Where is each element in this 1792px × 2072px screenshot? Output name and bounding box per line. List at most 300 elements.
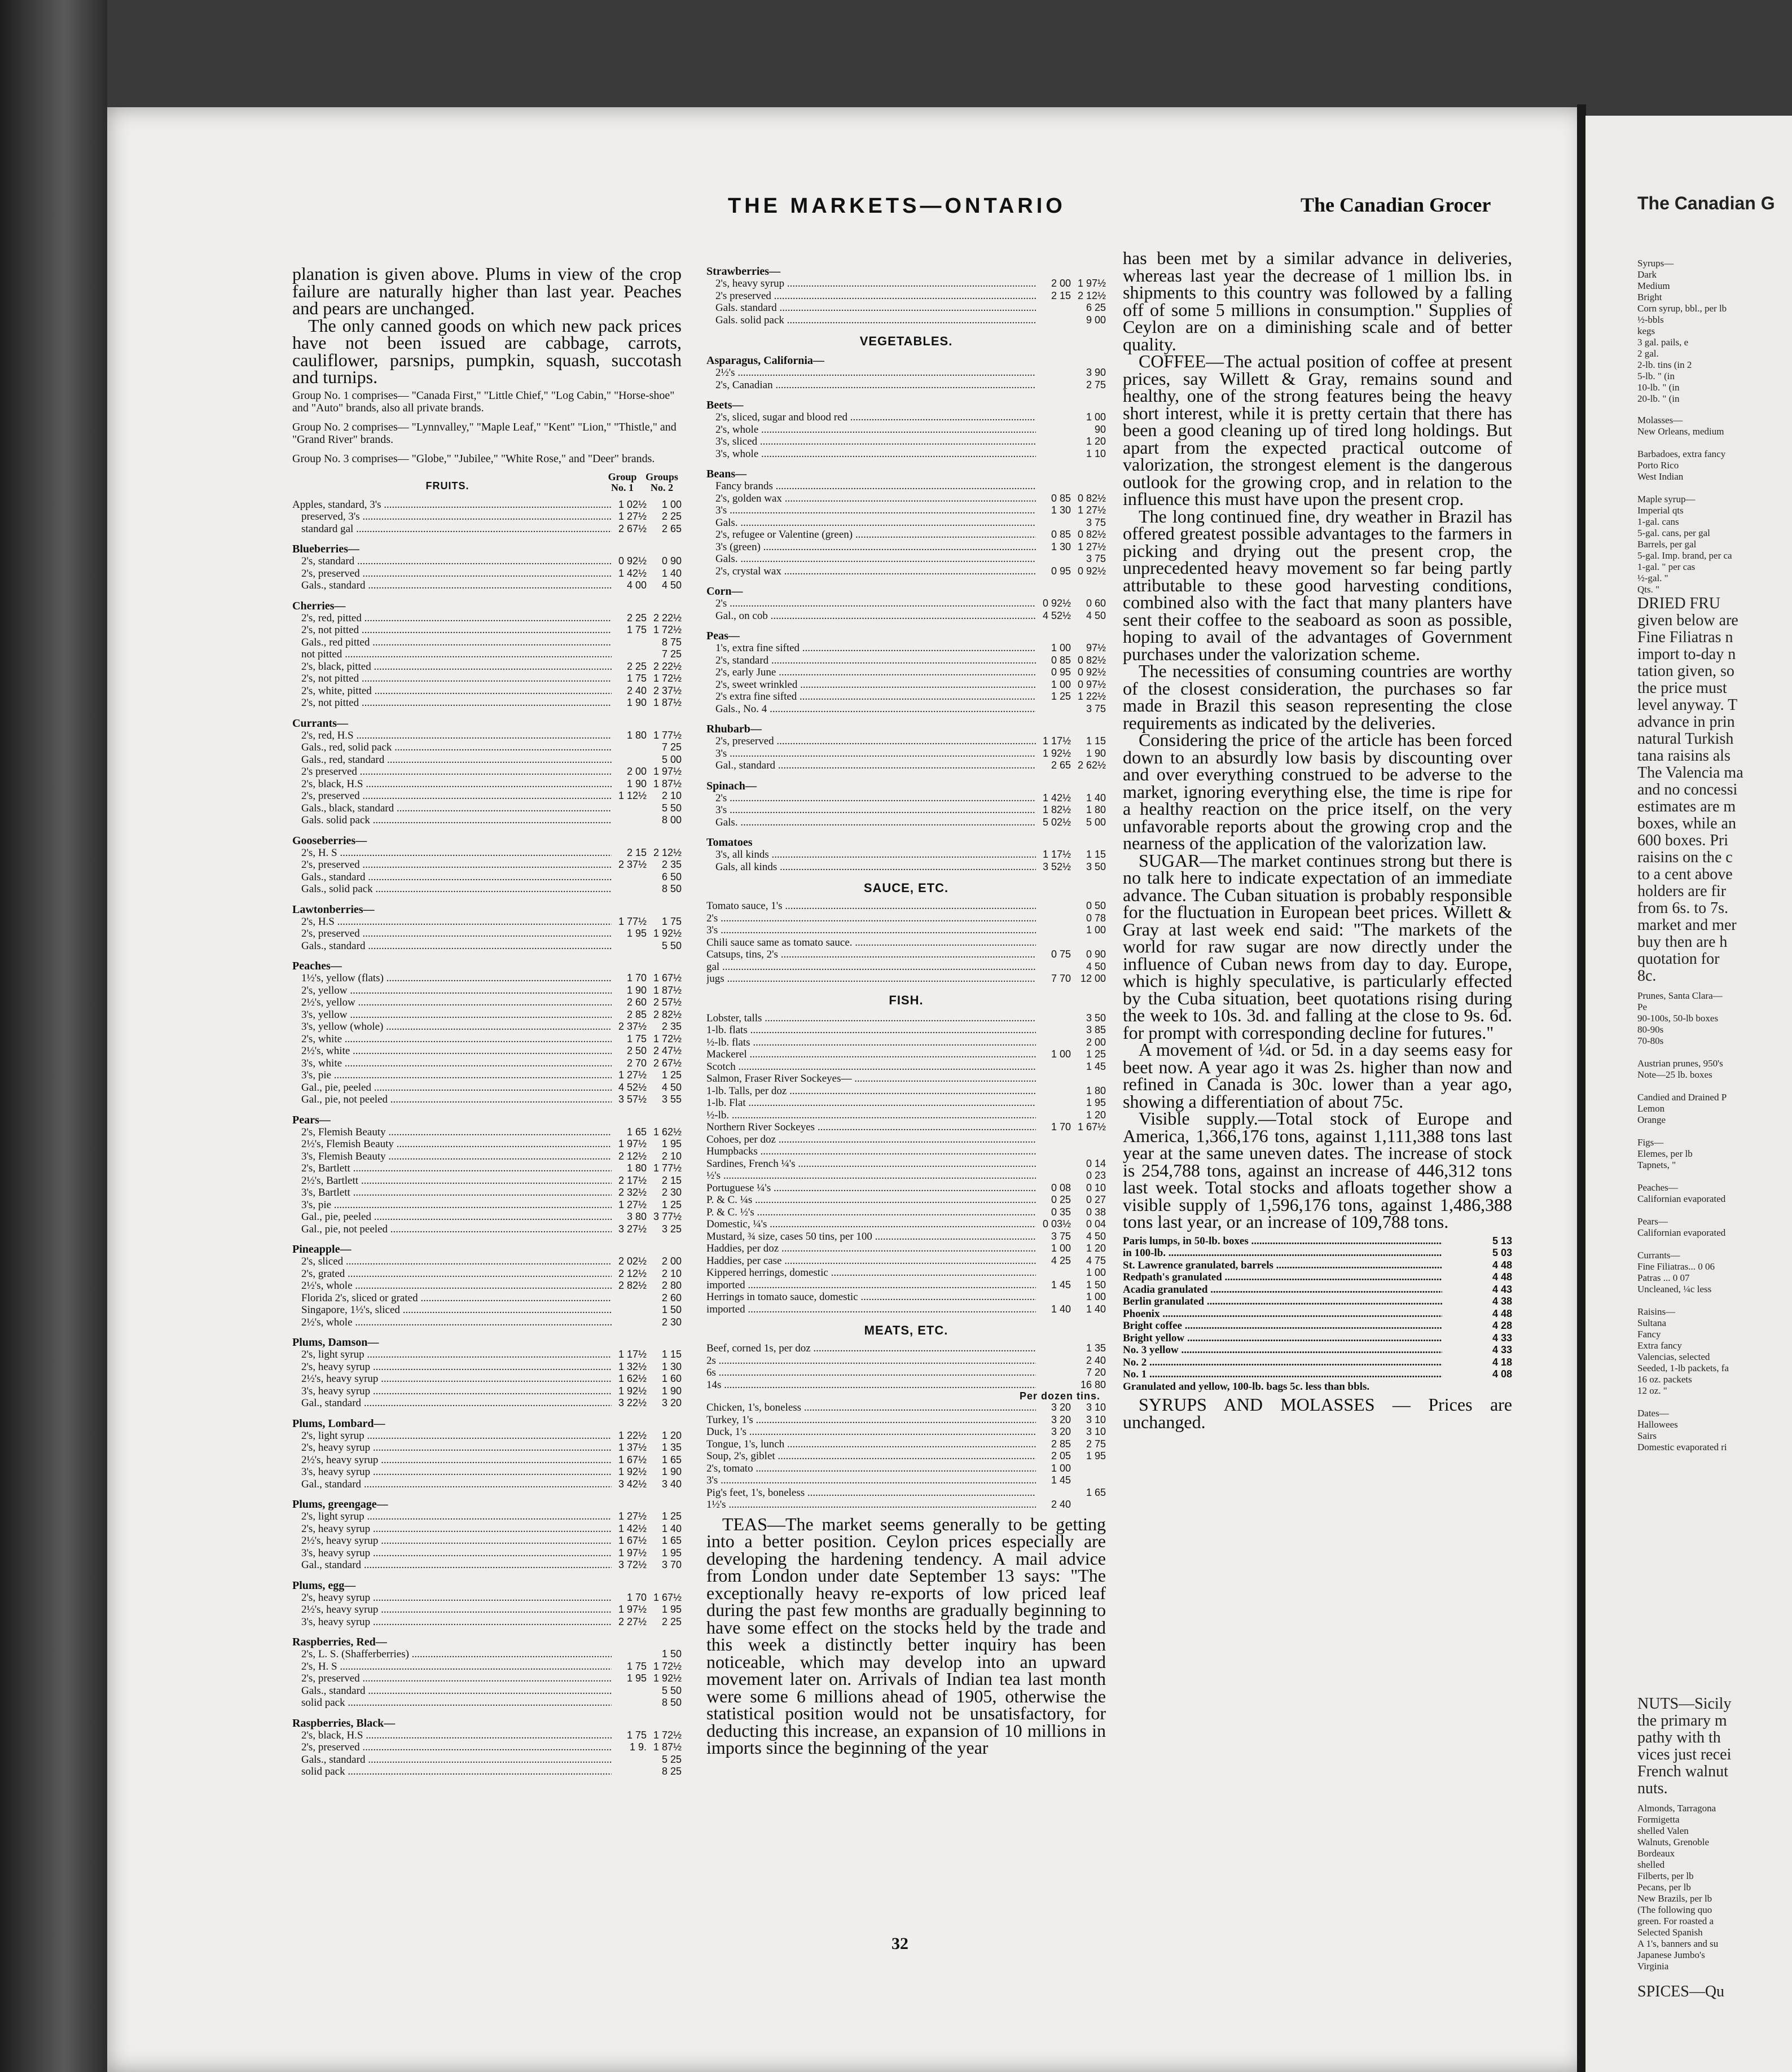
price-col-2: 2 65 xyxy=(661,523,682,534)
price-col-1: 2 50 xyxy=(626,1045,647,1056)
meats-title: MEATS, ETC. xyxy=(864,1323,948,1337)
next-page-line: NUTS—Sicily xyxy=(1637,1695,1732,1713)
price-row xyxy=(706,735,1106,748)
price-col-1: 1 27½ xyxy=(618,511,647,522)
item-label: 2's, standard ..... xyxy=(292,555,612,568)
price-col-2: 3 75 xyxy=(1086,516,1106,528)
price-row xyxy=(706,504,1106,517)
next-page-line xyxy=(1637,437,1732,449)
price-col-1: 2 40 xyxy=(1051,1499,1071,1510)
next-page-line: Raisins— xyxy=(1637,1306,1676,1317)
next-page-line: tana raisins als xyxy=(1637,747,1730,765)
item-label: 2's ..... xyxy=(706,912,1036,925)
item-label: 1½'s, yellow (flats) ..... xyxy=(292,972,612,985)
price-col-2 xyxy=(1071,480,1106,493)
item-label: 14s ..... xyxy=(706,1379,1036,1391)
price-col-2: 1 22½ xyxy=(1077,691,1106,702)
price-row xyxy=(706,1231,1106,1243)
price-col-2: 0 82½ xyxy=(1077,529,1106,540)
item-label: Gal., standard ..... xyxy=(706,760,1036,772)
price-col-2: 1 72½ xyxy=(653,1033,682,1044)
price-col-2: 2 12½ xyxy=(653,846,682,858)
price-col-2: 0 14 xyxy=(1086,1157,1106,1169)
price-row xyxy=(292,1361,682,1373)
item-label: Scotch ..... xyxy=(706,1061,1036,1073)
price-col-1 xyxy=(1036,1291,1071,1303)
item-label: Gals., standard ..... xyxy=(292,580,612,592)
item-label: 2's, black, H.S ..... xyxy=(292,778,612,791)
next-page-line: level anyway. T xyxy=(1637,696,1738,714)
next-page-line: advance in prin xyxy=(1637,713,1735,731)
item-label: Soup, 2's, giblet ..... xyxy=(706,1450,1036,1463)
group-1-note: Group No. 1 comprises— "Canada First," "Little Chief," "Log Cabin," "Horse-shoe" and "Auto" brands, also all private brands. xyxy=(292,389,675,414)
group-name: Gooseberries— xyxy=(292,834,367,847)
price-row xyxy=(292,1211,682,1223)
price-col-1: 1 70 xyxy=(626,972,647,984)
item-label: Paris lumps, in 50-lb. boxes ..... xyxy=(1123,1235,1442,1248)
price-col-1: 0 95 xyxy=(1051,666,1071,678)
price-row xyxy=(292,697,682,709)
price-col-2: 2 35 xyxy=(661,859,682,870)
group-name: Pears— xyxy=(292,1113,331,1126)
price-row xyxy=(706,411,1106,424)
price-col-2: 1 75 xyxy=(661,915,682,927)
price-col-2: 7 25 xyxy=(661,648,682,660)
price-col-2: 1 20 xyxy=(1086,1243,1106,1254)
price-col-1: 1 00 xyxy=(1051,1243,1071,1254)
price-row xyxy=(292,673,682,685)
price-row xyxy=(292,1535,682,1547)
item-label: 3's ..... xyxy=(706,504,1036,517)
price-col-2: 1 87½ xyxy=(653,984,682,996)
next-page-line: DRIED FRU xyxy=(1637,595,1721,612)
price-col-1: 1 75 xyxy=(626,624,647,635)
item-label: 2's, black, H.S ..... xyxy=(292,1729,612,1742)
item-label: No. 1 ..... xyxy=(1123,1368,1442,1381)
price-col-2: 1 15 xyxy=(1086,849,1106,860)
price-col-2: 4 33 xyxy=(1492,1332,1512,1344)
price-row xyxy=(706,436,1106,448)
item-label: jugs ..... xyxy=(706,973,1036,985)
group-heading-row xyxy=(292,499,682,511)
next-page-nuts-text xyxy=(1637,1696,1731,1797)
coffee-paragraph: COFFEE—The actual position of coffee at present prices, say Willett & Gray, remains sound and healthy, one of the strong features being the heavy short interest, while it is pretty certain that there has been a good cleaning up of tired long holdings. But apart from the expected practical outcome of valorization, the strongest element is the dangerous outlook for the growing crop, and in relation to the influence this must have upon the present crop. xyxy=(1123,351,1512,509)
item-label: 3's, heavy syrup ..... xyxy=(292,1616,612,1628)
price-col-1: 1 75 xyxy=(626,1660,647,1672)
price-col-2: 1 95 xyxy=(661,1604,682,1615)
price-col-2: 2 57½ xyxy=(653,997,682,1008)
next-page-line: The Valencia ma xyxy=(1637,764,1743,782)
item-label: 2's, not pitted ..... xyxy=(292,697,612,709)
price-row xyxy=(706,493,1106,505)
item-label: Mackerel ..... xyxy=(706,1048,1036,1061)
item-label: 2's, preserved ..... xyxy=(292,1741,612,1754)
item-label: 2's, yellow ..... xyxy=(292,985,612,997)
next-page-line: shelled xyxy=(1637,1859,1665,1870)
item-label: 3's, heavy syrup ..... xyxy=(292,1466,612,1478)
price-col-2: 4 43 xyxy=(1492,1283,1512,1295)
next-page-line xyxy=(1637,1171,1729,1182)
price-col-2: 8 50 xyxy=(661,1697,682,1708)
item-label: 2½'s, heavy syrup ..... xyxy=(292,1454,612,1467)
price-col-1: 1 9. xyxy=(629,1741,647,1753)
price-col-1 xyxy=(612,1292,647,1305)
item-label: Gals., red, solid pack ..... xyxy=(292,741,612,754)
next-page-line: 1-gal. cans xyxy=(1637,516,1679,527)
price-col-1: 1 22½ xyxy=(618,1429,647,1441)
price-col-2: 8 25 xyxy=(661,1766,682,1777)
next-page-line: green. For roasted a xyxy=(1637,1916,1714,1926)
price-col-1: 2 17½ xyxy=(618,1174,647,1186)
price-col-2: 1 40 xyxy=(661,567,682,579)
price-col-1: 3 52½ xyxy=(1042,861,1071,872)
price-col-1: 1 27½ xyxy=(618,1511,647,1522)
item-label: Florida 2's, sliced or grated ..... xyxy=(292,1292,612,1305)
next-page-line: 600 boxes. Pri xyxy=(1637,832,1728,849)
price-row xyxy=(292,1523,682,1535)
price-row xyxy=(706,1182,1106,1195)
item-label: Northern River Sockeyes ..... xyxy=(706,1121,1036,1134)
item-label: 2's, heavy syrup ..... xyxy=(292,1592,612,1604)
price-col-1: 2 82½ xyxy=(618,1280,647,1291)
price-col-2: 1 90 xyxy=(1086,747,1106,759)
price-col-2: 1 00 xyxy=(1086,1291,1106,1302)
price-col-2: 5 00 xyxy=(1086,816,1106,828)
price-col-1: 1 45 xyxy=(1051,1279,1071,1290)
price-row xyxy=(1123,1247,1512,1259)
price-col-1: 1 32½ xyxy=(618,1360,647,1372)
item-label: 2's, not pitted ..... xyxy=(292,624,612,636)
item-label: Gals. solid pack ..... xyxy=(706,314,1036,327)
price-col-2: 4 48 xyxy=(1492,1259,1512,1271)
next-page-line: 90-100s, 50-lb boxes xyxy=(1637,1013,1719,1024)
price-col-2: 3 10 xyxy=(1086,1426,1106,1437)
price-col-2: 8 50 xyxy=(661,883,682,894)
item-label: Lobster, talls ..... xyxy=(706,1012,1036,1025)
item-label: Kippered herrings, domestic ..... xyxy=(706,1267,1036,1279)
next-page-line: from 6s. to 7s. xyxy=(1637,899,1728,917)
price-col-1 xyxy=(1442,1357,1477,1369)
price-col-1: 2 05 xyxy=(1051,1450,1071,1461)
price-col-2: 1 35 xyxy=(661,1442,682,1453)
price-col-2: 1 67½ xyxy=(1077,1121,1106,1132)
coffee-paragraph-3: The necessities of consuming countries are worthy of the closest consideration, the purchases so far made in Brazil this season representing the close requirements as indicated by the deliveries. xyxy=(1123,661,1512,733)
price-col-1: 1 95 xyxy=(626,928,647,939)
price-col-1 xyxy=(1036,961,1071,973)
item-label: Gal., pie, not peeled ..... xyxy=(292,1223,612,1236)
price-col-1 xyxy=(612,1304,647,1316)
next-page-line: 8c. xyxy=(1637,967,1657,985)
next-page-line: Prunes, Santa Clara— xyxy=(1637,990,1723,1001)
publication-title: The Canadian Grocer xyxy=(1301,194,1491,216)
price-col-2: 0 78 xyxy=(1086,912,1106,924)
item-label: Redpath's granulated ..... xyxy=(1123,1271,1442,1284)
price-row xyxy=(1123,1259,1512,1272)
item-label: Gals., red, standard ..... xyxy=(292,754,612,766)
item-label: 2's, light syrup ..... xyxy=(292,1349,612,1361)
item-label: 2's, crystal wax ..... xyxy=(706,565,1036,578)
price-col-1: 0 92½ xyxy=(1042,598,1071,609)
price-col-2: 7 25 xyxy=(661,741,682,753)
price-col-2: 2 10 xyxy=(661,1150,682,1162)
next-page-line xyxy=(1637,482,1732,494)
next-page-line: Pears— xyxy=(1637,1216,1668,1227)
price-col-2: 3 55 xyxy=(661,1094,682,1105)
price-col-1 xyxy=(1442,1235,1477,1248)
price-row xyxy=(292,580,682,592)
price-col-1: 1 62½ xyxy=(618,1373,647,1384)
item-label: Sardines, French ¼'s ..... xyxy=(706,1158,1036,1170)
next-page-line: Valencias, selected xyxy=(1637,1351,1710,1362)
price-col-2: 4 50 xyxy=(1086,960,1106,972)
item-label: in 100-lb. ..... xyxy=(1123,1247,1442,1259)
item-label: 2's ..... xyxy=(706,598,1036,610)
next-page-nuts-list xyxy=(1637,1803,1718,1972)
item-label: Gals. standard ..... xyxy=(706,302,1036,314)
price-col-2: 2 30 xyxy=(661,1316,682,1328)
item-label: 3's, heavy syrup ..... xyxy=(292,1385,612,1398)
price-col-1: 1 75 xyxy=(626,1033,647,1044)
price-col-2: 0 50 xyxy=(1086,900,1106,911)
next-page-line: Currants— xyxy=(1637,1250,1680,1261)
next-page-line: Syrups— xyxy=(1637,258,1674,269)
item-label: Gals., standard ..... xyxy=(292,1685,612,1697)
price-row xyxy=(1123,1357,1512,1369)
price-col-2: 4 50 xyxy=(1086,1230,1106,1242)
price-col-2: 1 67½ xyxy=(653,972,682,984)
item-label: 2s ..... xyxy=(706,1355,1036,1367)
item-label: 2's, light syrup ..... xyxy=(292,1511,612,1523)
price-col-1: 3 75 xyxy=(1051,1230,1071,1242)
price-col-1: 2 12½ xyxy=(618,1150,647,1162)
price-col-1: 2 40 xyxy=(626,684,647,696)
group-name: Corn— xyxy=(706,585,743,598)
item-label: Gals. ..... xyxy=(706,517,1036,529)
price-col-2: 4 50 xyxy=(661,580,682,591)
price-row xyxy=(706,912,1106,925)
price-col-2: 1 90 xyxy=(661,1385,682,1397)
next-page-line: Candied and Drained P xyxy=(1637,1092,1727,1103)
item-label: 2's, preserved ..... xyxy=(292,790,612,802)
price-col-1: 1 92½ xyxy=(1042,747,1071,759)
price-col-1 xyxy=(1036,302,1071,314)
price-row xyxy=(292,1661,682,1673)
price-row xyxy=(1123,1308,1512,1320)
price-row xyxy=(292,1304,682,1316)
price-row xyxy=(706,1402,1106,1414)
item-label: Gals., red pitted ..... xyxy=(292,636,612,649)
next-page-line: ½-gal. " xyxy=(1637,573,1668,583)
price-col-1: 2 65 xyxy=(1051,760,1071,771)
price-col-1: 3 20 xyxy=(1051,1426,1071,1437)
group-name: Peaches— xyxy=(292,960,342,972)
item-label: 2½'s, whole ..... xyxy=(292,1280,612,1292)
group-2-heading: Groups No. 2 xyxy=(645,471,678,493)
price-col-1 xyxy=(612,883,647,895)
per-dozen-label: Per dozen tins. xyxy=(1019,1390,1100,1402)
group-name: Plums, Damson— xyxy=(292,1336,379,1349)
group-name: Pineapple— xyxy=(292,1243,352,1256)
price-group xyxy=(292,717,682,827)
price-row xyxy=(706,792,1106,805)
next-page-line: Corn syrup, bbl., per lb xyxy=(1637,303,1727,314)
item-label: 2½'s ..... xyxy=(706,367,1036,379)
next-page-line: Figs— xyxy=(1637,1137,1664,1148)
next-page-line: boxes, while an xyxy=(1637,815,1736,832)
next-page-line: Medium xyxy=(1637,280,1670,291)
item-label: Gal., standard ..... xyxy=(292,1559,612,1571)
meats-price-list xyxy=(706,1342,1106,1391)
next-page-line: Formigetta xyxy=(1637,1814,1680,1825)
price-col-2: 1 77½ xyxy=(653,729,682,741)
next-page-line: Fine Filiatras n xyxy=(1637,629,1733,646)
price-row xyxy=(706,448,1106,460)
price-col-2: 1 25 xyxy=(661,1069,682,1081)
price-col-2: 3 75 xyxy=(1086,703,1106,714)
next-page-line: Californian evaporated xyxy=(1637,1227,1726,1238)
price-col-2: 1 65 xyxy=(1086,1486,1106,1498)
price-col-2: 2 25 xyxy=(661,1616,682,1627)
price-row xyxy=(292,1316,682,1329)
price-row xyxy=(706,1450,1106,1463)
item-label: 3's, Flemish Beauty ..... xyxy=(292,1151,612,1163)
price-group xyxy=(706,836,1106,873)
item-label: 2's, early June ..... xyxy=(706,666,1036,679)
item-label: 1-lb. flats ..... xyxy=(706,1024,1036,1037)
price-col-1 xyxy=(1036,424,1071,436)
price-row xyxy=(292,1280,682,1292)
next-page-line: 80-90s xyxy=(1637,1024,1664,1035)
price-col-1 xyxy=(1036,1145,1071,1158)
price-row xyxy=(706,1194,1106,1206)
item-label: 2's, heavy syrup ..... xyxy=(706,278,1036,290)
item-label: 2's, H.S ..... xyxy=(292,916,612,928)
price-col-2: 1 87½ xyxy=(653,778,682,789)
next-page-header: The Canadian G xyxy=(1637,193,1775,213)
teas-continued-paragraph: has been met by a similar advance in deliveries, whereas last year the decrease of 1 million lbs. in shipments to this country was followed by a falling off of some 5 millions in consumption." Supplies of Ceylon are on a diminishing scale and of better quality. xyxy=(1123,248,1512,354)
price-col-1: 1 70 xyxy=(626,1591,647,1603)
price-col-2: 1 60 xyxy=(661,1373,682,1384)
book-binding xyxy=(0,0,107,2072)
next-page-line xyxy=(1637,1081,1729,1092)
price-col-1: 1 90 xyxy=(626,984,647,996)
price-row xyxy=(706,1012,1106,1025)
next-page-line: pathy with th xyxy=(1637,1729,1721,1746)
price-col-2: 3 20 xyxy=(661,1397,682,1408)
price-group xyxy=(706,630,1106,715)
price-col-2: 2 15 xyxy=(661,1174,682,1186)
price-col-2: 3 10 xyxy=(1086,1413,1106,1425)
item-label: 2's, heavy syrup ..... xyxy=(292,1523,612,1535)
next-page-line: 5-gal. Imp. brand, per ca xyxy=(1637,550,1732,561)
item-label: 1½'s ..... xyxy=(706,1499,1036,1511)
price-row xyxy=(292,790,682,802)
price-group xyxy=(292,1579,682,1628)
vegetables-price-list xyxy=(706,354,1106,873)
price-col-2: 2 47½ xyxy=(653,1045,682,1056)
price-col-2: 2 22½ xyxy=(653,660,682,672)
sugar-paragraph-2: A movement of ¼d. or 5d. in a day seems easy for beet now. A year ago it was 2s. higher than now and refined in Canada is 30c. lower than a year ago, showing a differentiation of about 75c. xyxy=(1123,1039,1512,1112)
price-col-1: 7 70 xyxy=(1051,973,1071,984)
item-label: 2's, light syrup ..... xyxy=(292,1430,612,1442)
next-page-line: the price must xyxy=(1637,679,1727,697)
price-col-2: 7 20 xyxy=(1086,1367,1106,1378)
price-col-2: 4 08 xyxy=(1492,1368,1512,1380)
price-col-1: 1 17½ xyxy=(618,1349,647,1360)
next-page-line: Uncleaned, ¼c less xyxy=(1637,1284,1712,1294)
next-page-line: A 1's, banners and su xyxy=(1637,1938,1719,1949)
next-page-line: Seeded, 1-lb packets, fa xyxy=(1637,1363,1729,1373)
price-col-1 xyxy=(1036,1487,1071,1499)
price-row xyxy=(706,1499,1106,1511)
item-label: solid pack ..... xyxy=(292,1697,612,1709)
item-label: 3's, pie ..... xyxy=(292,1199,612,1211)
price-col-2: 1 20 xyxy=(661,1429,682,1441)
next-page-line xyxy=(1637,1205,1729,1216)
item-label: Gal., pie, peeled ..... xyxy=(292,1211,612,1223)
group-name: Raspberries, Black— xyxy=(292,1717,396,1729)
price-col-1: 2 60 xyxy=(626,997,647,1008)
price-group xyxy=(292,903,682,952)
price-col-2: 1 45 xyxy=(1086,1060,1106,1072)
price-row xyxy=(706,379,1106,392)
price-col-1: 1 00 xyxy=(1051,642,1071,653)
price-col-1 xyxy=(1036,1097,1071,1109)
price-col-2: 1 27½ xyxy=(1077,504,1106,516)
price-row xyxy=(706,1024,1106,1037)
price-col-2: 1 20 xyxy=(1086,436,1106,447)
group-name: Plums, greengage— xyxy=(292,1498,388,1511)
price-row xyxy=(292,1648,682,1661)
price-col-1 xyxy=(1036,1170,1071,1182)
price-row xyxy=(292,1094,682,1106)
price-col-1 xyxy=(1036,480,1071,493)
next-page-line: Elemes, per lb xyxy=(1637,1148,1693,1159)
next-page-line: Hallowees xyxy=(1637,1419,1678,1430)
price-col-1: 3 80 xyxy=(626,1211,647,1222)
group-name: Blueberries— xyxy=(292,543,359,555)
price-col-2: 0 23 xyxy=(1086,1170,1106,1181)
next-page-line: Almonds, Tarragona xyxy=(1637,1803,1716,1814)
item-label: 2's, Flemish Beauty ..... xyxy=(292,1126,612,1139)
item-label: 2's, red, pitted ..... xyxy=(292,612,612,625)
price-col-1: 1 80 xyxy=(626,729,647,741)
price-row xyxy=(292,1009,682,1021)
next-page-syrups-list xyxy=(1637,258,1727,405)
item-label: Mustard, ¾ size, cases 50 tins, per 100 ..... xyxy=(706,1231,1036,1243)
group-name: Peas— xyxy=(706,630,740,642)
item-label: Cohoes, per doz ..... xyxy=(706,1134,1036,1146)
price-col-2: 2 80 xyxy=(661,1280,682,1291)
price-col-1 xyxy=(1036,1158,1071,1170)
item-label: Haddies, per case ..... xyxy=(706,1255,1036,1267)
price-row xyxy=(706,760,1106,772)
price-col-2: 1 92½ xyxy=(653,1672,682,1684)
price-row xyxy=(292,859,682,871)
price-col-2: 0 60 xyxy=(1086,598,1106,609)
item-label: ½'s ..... xyxy=(706,1170,1036,1182)
price-col-1 xyxy=(1036,912,1071,925)
price-col-1: 2 85 xyxy=(626,1008,647,1020)
group-name: Asparagus, California— xyxy=(706,354,824,367)
next-page-line: West Indian xyxy=(1637,471,1684,482)
price-col-2: 3 77½ xyxy=(653,1211,682,1222)
price-col-2: 4 33 xyxy=(1492,1344,1512,1355)
price-col-2: 8 00 xyxy=(661,814,682,826)
price-col-2: 1 15 xyxy=(661,1349,682,1360)
next-page-line: Note—25 lb. boxes xyxy=(1637,1069,1712,1080)
price-col-1 xyxy=(1442,1259,1477,1272)
